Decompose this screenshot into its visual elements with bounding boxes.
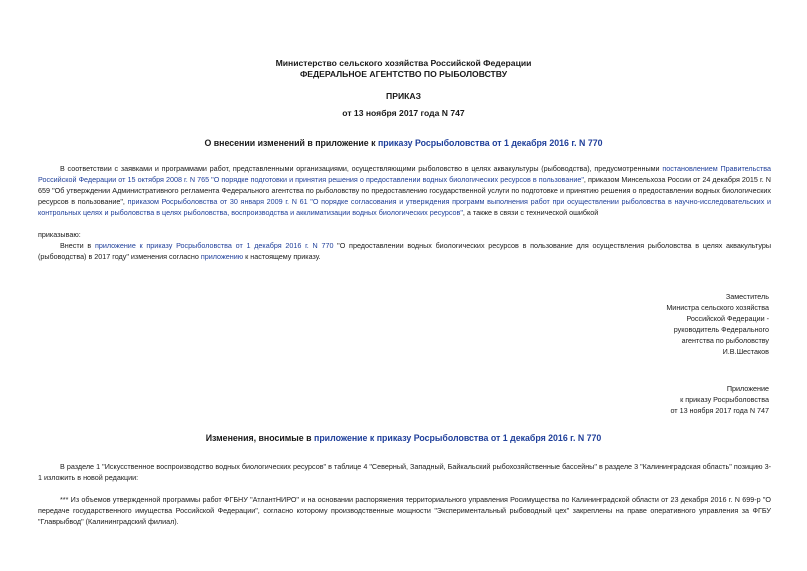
signature-line: Заместитель (725, 292, 769, 301)
signature-line: Министра сельского хозяйства (666, 303, 769, 312)
government-decree-link[interactable]: постановлением Правительства Российской Федерации от 15 октября 2008 г. N 765 "О порядке подготовки и принятия решения о предоставлении водных биологических ресурсов в пользование" (38, 164, 771, 184)
appendix-reference (609, 383, 769, 416)
changes-paragraph-2: *** Из объемов утвержденной программы работ ФГБНУ "АтлантНИРО" и на основании распоряжения территориального управления Росимущества по Калининградской области от 23 декабря 2016 г. N 699-р "О передаче государственного имущества Российской Федерации", согласно которому производственные мощности "Экспериментальный рыбоводный цех" закреплены на праве оперативного управления за ФГБУ "Главрыбвод" (Калининградский филиал). (38, 495, 771, 526)
preamble-paragraph (38, 163, 771, 218)
preamble-text-3: , а также в связи с технической ошибкой (462, 208, 599, 217)
changes-title-link[interactable]: приложение к приказу Росрыболовства от 1 декабря 2016 г. N 770 (314, 433, 602, 443)
signature-line: руководитель Федерального (673, 325, 769, 334)
signature-name: И.В.Шестаков (722, 347, 769, 356)
appendix-ref-line: от 13 ноября 2017 года N 747 (670, 406, 769, 415)
order-paragraph (38, 240, 771, 262)
document-title-text: О внесении изменений в приложение к (204, 138, 378, 148)
document-type: ПРИКАЗ (386, 91, 421, 101)
order-word: приказываю: (38, 230, 81, 239)
order-text-3: к настоящему приказу. (243, 252, 321, 261)
signature-block (609, 291, 769, 357)
preamble-text-2: , приказом Минсельхоза России от 24 декабря 2015 г. N 659 "Об утверждении Административного регламента Федерального агентства по рыболовству по предоставлению государственной услуги по подготовке и принятию решения о предоставлении водных биологических ресурсов в пользование", (38, 175, 771, 206)
order-text-1: Внести в (60, 241, 95, 250)
ministry-name: Министерство сельского хозяйства Российской Федерации (275, 58, 532, 68)
changes-title-text: Изменения, вносимые в (205, 433, 314, 443)
appendix-ref-line: к приказу Росрыболовства (680, 395, 769, 404)
order-text-2: "О предоставлении водных биологических ресурсов в пользование для осуществления рыболовства в целях аквакультуры (рыбоводства) в 2017 году" изменения согласно (38, 241, 771, 261)
appendix-order-link[interactable]: приложение к приказу Росрыболовства от 1 декабря 2016 г. N 770 (94, 241, 334, 250)
appendix-link[interactable]: приложению (200, 252, 244, 261)
preamble-text-1: В соответствии с заявками и программами работ, представленными организациями, осуществляющими рыболовство в целях аквакультуры (рыбоводства), предусмотренными (60, 164, 663, 173)
rosrybolovstvo-order-link[interactable]: приказом Росрыболовства от 30 января 2009 г. N 61 "О порядке согласования и утверждения программ выполнения работ при осуществлении рыболовства в научно-исследовательских и контрольных целях и рыболовства в целях рыболовства, воспроизводства и акклиматизации водных биологических ресурсов" (38, 197, 771, 217)
signature-line: агентства по рыболовству (681, 336, 769, 345)
agency-name: ФЕДЕРАЛЬНОЕ АГЕНТСТВО ПО РЫБОЛОВСТВУ (299, 69, 508, 79)
changes-paragraph-1: В разделе 1 "Искусственное воспроизводство водных биологических ресурсов" в таблице 4 "Северный, Западный, Байкальский рыбохозяйственные бассейны" в разделе 3 "Калининградская область" позицию 3-1 изложить в новой редакции: (38, 462, 771, 482)
document-title (0, 137, 807, 149)
signature-line: Российской Федерации - (686, 314, 769, 323)
title-order-link[interactable]: приказу Росрыболовства от 1 декабря 2016 г. N 770 (377, 138, 603, 148)
changes-title (0, 432, 807, 444)
document-date: от 13 ноября 2017 года N 747 (342, 108, 465, 118)
appendix-ref-line: Приложение (726, 384, 769, 393)
